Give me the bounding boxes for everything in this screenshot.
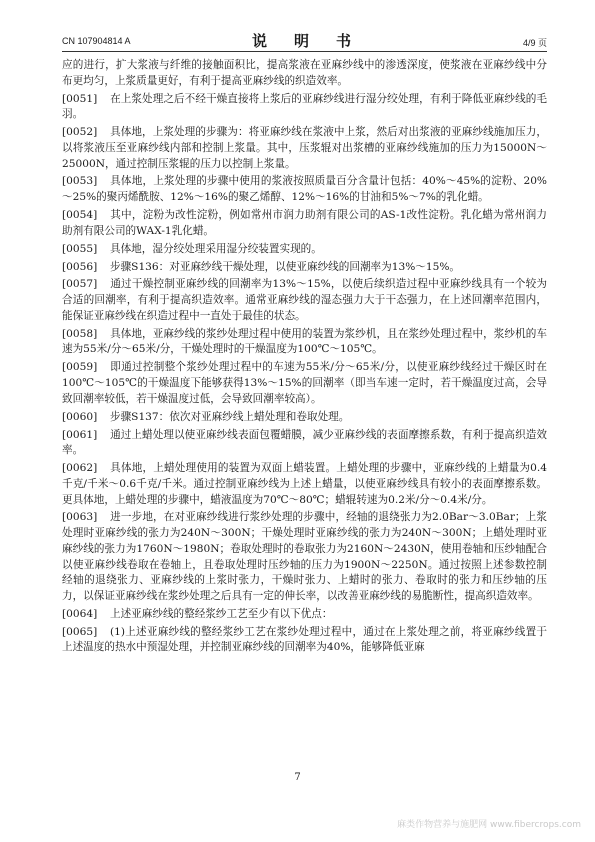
paragraph [62,360,547,407]
paragraph-id: [0053] [62,175,98,188]
paragraph-id: [0056] [62,260,98,273]
header-rule [62,51,547,52]
paragraph-text: 通过干燥控制亚麻纱线的回潮率为13%～15%，以使后续织造过程中亚麻纱线具有一个较为合适的回潮率，有利于提高织造效率。通常亚麻纱线的湿态强力大于干态强力，在上述回潮率范围内，能保证亚麻纱线在织造过程中一直处于最佳的状态。 [62,278,547,322]
document-number: CN 107904814 A [62,36,131,46]
paragraph-id: [0059] [62,361,98,374]
paragraph [62,607,547,623]
paragraph-id: [0058] [62,327,98,340]
paragraph-text: 应的进行，扩大浆液与纤维的接触面积比，提高浆液在亚麻纱线中的渗透深度，使浆液在亚麻纱线中分布更均匀，上浆质量更好，有利于提高亚麻纱线的织造效率。 [62,59,547,87]
paragraph-text: 进一步地，在对亚麻纱线进行浆纱处理的步骤中，经轴的退绕张力为2.0Bar～3.0Bar；上浆处理时亚麻纱线的张力为240N～300N；干燥处理时亚麻纱线的张力为240N～300N；上蜡处理时亚麻纱线的张力为1760N～1980N；卷取处理时的卷取张力为2160N～2430N，使用卷轴和压纱轴配合以使亚麻纱线卷取在卷轴上，且卷取处理时压纱轴的压力为1900N～2250N。通过按照上述参数控制经轴的退绕张力、亚麻纱线的上浆时张力，干燥时张力、上蜡时的张力、卷取时的张力和压纱轴的压力，以保证亚麻纱线在浆纱处理之后具有一定的伸长率，以改善亚麻纱线的易脆断性，提高织造效率。 [62,511,547,602]
paragraph-text: 在上浆处理之后不经干燥直接将上浆后的亚麻纱线进行湿分绞处理，有利于降低亚麻纱线的毛羽。 [62,92,547,121]
paragraph-id: [0063] [62,511,98,524]
paragraph-id: [0061] [62,428,98,441]
paragraph [62,260,547,276]
paragraph [62,461,547,508]
paragraph-text: 即通过控制整个浆纱处理过程中的车速为55米/分～65米/分，以使亚麻纱线经过干燥区时在100℃～105℃的干燥温度下能够获得13%～15%的回潮率（即当车速一定时，若干燥温度过高，会导致回潮率较低，若干燥温度过低，会导致回潮率较高）。 [62,361,547,405]
paragraph-text: 具体地，湿分绞处理采用湿分绞装置实现的。 [110,242,322,255]
paragraph-text: 具体地，亚麻纱线的浆纱处理过程中使用的装置为浆纱机，且在浆纱处理过程中，浆纱机的车速为55米/分～65米/分，干燥处理时的干燥温度为100℃～105℃。 [62,327,547,356]
paragraph-id: [0052] [62,126,98,139]
paragraph-text: 上述亚麻纱线的整经浆纱工艺至少有以下优点： [110,607,333,620]
paragraph [62,410,547,426]
paragraph [62,208,547,239]
paragraph-id: [0060] [62,410,98,423]
paragraph [62,125,547,172]
paragraph [62,92,547,123]
paragraph-text: 步骤S136：对亚麻纱线干燥处理，以使亚麻纱线的回潮率为13%～15%。 [110,260,461,273]
paragraph [62,242,547,258]
document-body [62,58,547,658]
page-header [62,30,547,48]
paragraph-id: [0065] [62,625,98,638]
paragraph [62,277,547,324]
paragraph-text: 步骤S137：依次对亚麻纱线上蜡处理和卷取处理。 [110,410,350,423]
paragraph-id: [0055] [62,242,98,255]
paragraph-text: 具体地，上浆处理的步骤为：将亚麻纱线在浆液中上浆，然后对出浆液的亚麻纱线施加压力，以将浆液压至亚麻纱线内部和控制上浆量。其中，压浆辊对出浆槽的亚麻纱线施加的压力为15000N～25000N，通过控制压浆辊的压力以控制上浆量。 [62,126,547,170]
paragraph-id: [0054] [62,209,98,222]
paragraph [62,327,547,358]
page-number: 7 [294,772,301,783]
paragraph [62,58,547,89]
paragraph [62,510,547,604]
paragraph-text: (1)上述亚麻纱线的整经浆纱工艺在浆纱处理过程中，通过在上浆处理之前，将亚麻纱线置于上述温度的热水中预湿处理，并控制亚麻纱线的回潮率为40%，能够降低亚麻 [62,625,547,654]
paragraph-id: [0062] [62,462,98,475]
paragraph [62,174,547,205]
paragraph-text: 通过上蜡处理以使亚麻纱线表面包覆蜡膜，减少亚麻纱线的表面摩擦系数，有利于提高织造效率。 [62,428,547,457]
paragraph-text: 具体地，上蜡处理使用的装置为双面上蜡装置。上蜡处理的步骤中，亚麻纱线的上蜡量为0.4千克/千米～0.6千克/千米。通过控制亚麻纱线为上述上蜡量，以使亚麻纱线具有较小的表面摩擦系数。更具体地，上蜡处理的步骤中，蜡液温度为70℃～80℃；蜡辊转速为0.2米/分～0.4米/分。 [62,462,547,506]
page-info: 4/9 页 [522,38,547,48]
paragraph [62,625,547,656]
paragraph-text: 具体地，上浆处理的步骤中使用的浆液按照质量百分含量计包括：40%～45%的淀粉、20%～25%的聚丙烯酰胺、12%～16%的聚乙烯醇、12%～16%的甘油和5%～7%的乳化蜡。 [62,175,547,204]
watermark: 麻类作物营养与施肥网 www.fibercrops.com [397,820,581,830]
paragraph-id: [0057] [62,278,98,291]
paragraph-id: [0064] [62,607,98,620]
paragraph-id: [0051] [62,92,98,105]
document-title: 说 明 书 [251,32,357,50]
paragraph-text: 其中，淀粉为改性淀粉，例如常州市润力助剂有限公司的AS-1改性淀粉。乳化蜡为常州润力助剂有限公司的WAX-1乳化蜡。 [62,209,547,237]
paragraph [62,428,547,459]
